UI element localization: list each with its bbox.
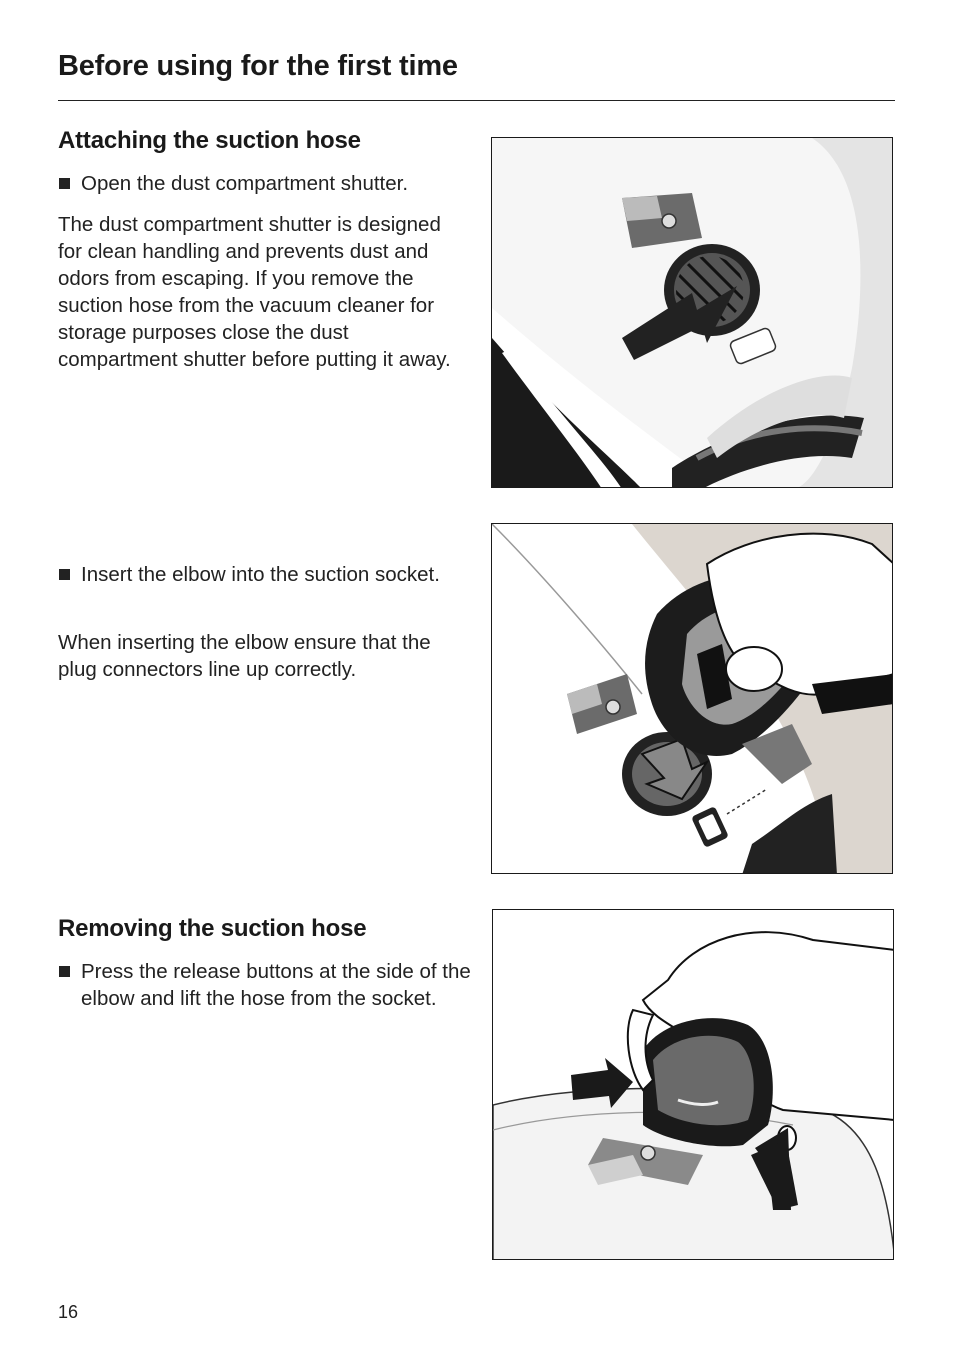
figure-remove-hose <box>492 909 894 1260</box>
bullet-square-icon <box>59 966 70 977</box>
title-divider <box>58 100 895 101</box>
bullet-text: Insert the elbow into the suction socket. <box>81 563 440 586</box>
figure-insert-elbow <box>491 523 893 874</box>
shutter-description: The dust compartment shutter is designed for clean handling and prevents dust and odors from escaping. If you remove the suction hose from the vacuum cleaner for storage purposes close the dust compartment shutter before putting it away. <box>58 213 451 371</box>
bullet-insert-elbow <box>58 561 481 588</box>
section-heading-attaching: Attaching the suction hose <box>58 127 361 154</box>
bullet-open-shutter <box>58 170 481 197</box>
bullet-square-icon <box>59 569 70 580</box>
bullet-press-release <box>58 958 501 1012</box>
page-number: 16 <box>58 1302 79 1322</box>
bullet-square-icon <box>59 178 70 189</box>
section-heading-removing: Removing the suction hose <box>58 915 367 942</box>
elbow-note: When inserting the elbow ensure that the plug connectors line up correctly. <box>58 631 431 681</box>
bullet-text: Open the dust compartment shutter. <box>81 172 409 195</box>
bullet-text: Press the release buttons at the side of the elbow and lift the hose from the socket. <box>81 960 471 1010</box>
page-title: Before using for the first time <box>58 50 458 82</box>
figure-open-shutter <box>491 137 893 488</box>
